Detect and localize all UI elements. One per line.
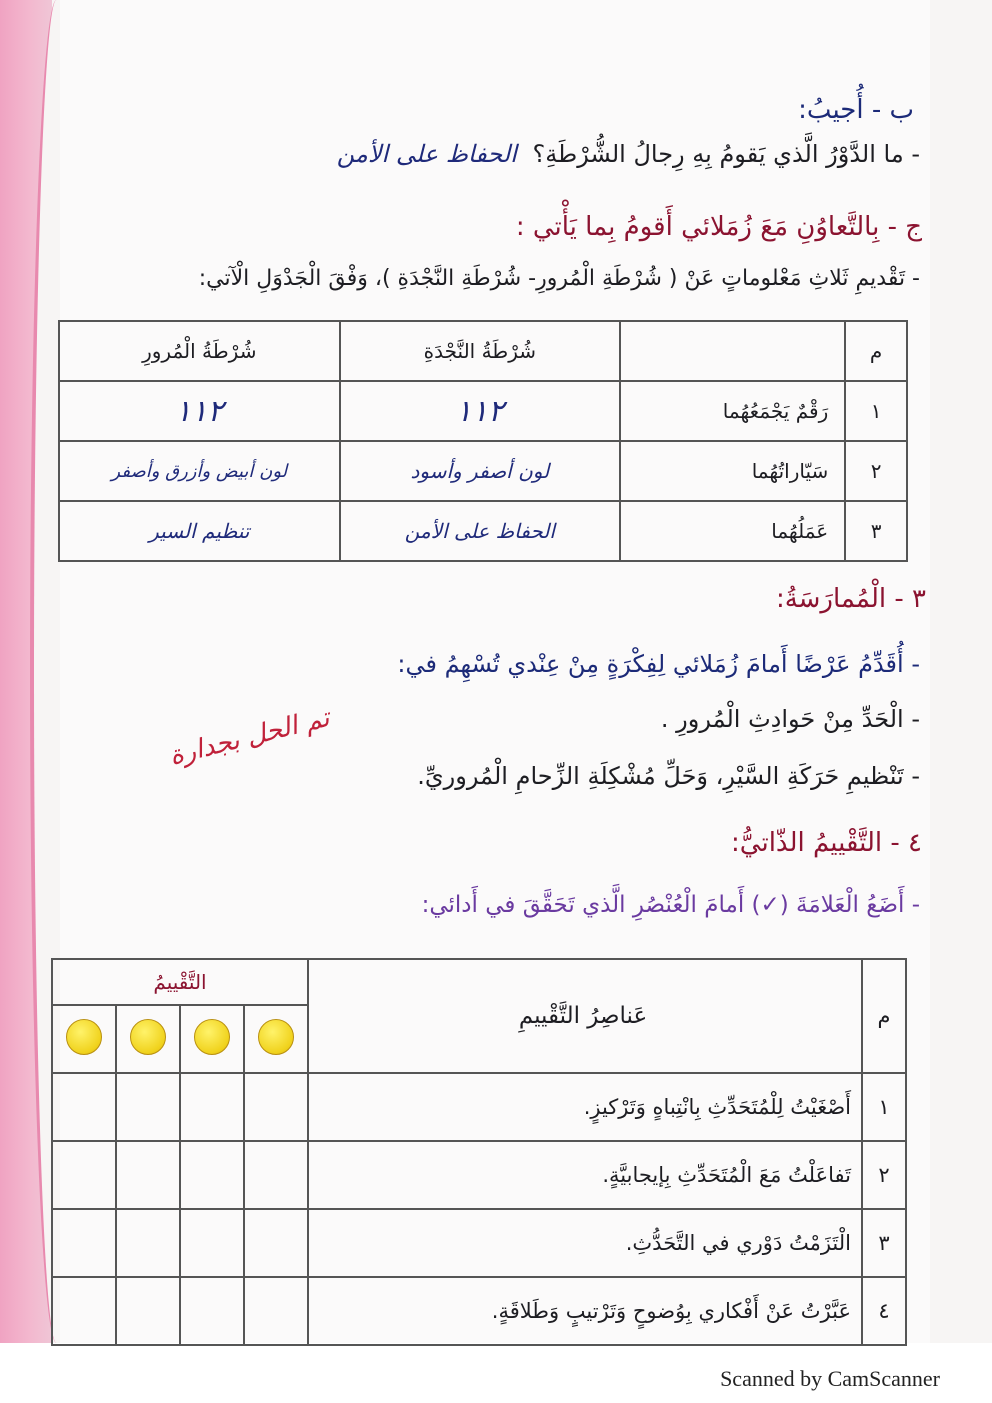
criteria-text: الْتَزَمْتُ دَوْري في التَّحَدُّثِ. bbox=[308, 1209, 862, 1277]
table-row bbox=[52, 1277, 906, 1345]
header-murur: شُرْطَةُ الْمُرورِ bbox=[59, 321, 340, 381]
scanner-watermark: Scanned by CamScanner bbox=[720, 1366, 940, 1391]
smiling-face-icon bbox=[258, 1019, 294, 1055]
criteria-text: أَصْغَيْتُ لِلْمُتَحَدِّثِ بِانْتِباهٍ وَتَرْكيزٍ. bbox=[308, 1073, 862, 1141]
table-row bbox=[52, 1209, 906, 1277]
header-blank bbox=[620, 321, 845, 381]
row-num: ١ bbox=[845, 381, 907, 441]
rating-checkbox[interactable] bbox=[52, 1141, 116, 1209]
row-num: ١ bbox=[862, 1073, 906, 1141]
rating-checkbox[interactable] bbox=[244, 1141, 308, 1209]
neutral-face-icon bbox=[130, 1019, 166, 1055]
handwritten-cell: الحفاظ على الأمن bbox=[340, 501, 621, 561]
rating-checkbox[interactable] bbox=[180, 1277, 244, 1345]
handwritten-cell: ١١٢ bbox=[340, 381, 621, 441]
rating-checkbox[interactable] bbox=[52, 1277, 116, 1345]
section-j-instruction: - تَقْديمِ ثَلاثِ مَعْلوماتٍ عَنْ ( شُرْطَةِ الْمُرورِ- شُرْطَةِ النَّجْدَةِ )، وَفْقَ الْجَدْوَلِ الْآتي: bbox=[198, 266, 920, 291]
row-num: ٢ bbox=[845, 441, 907, 501]
row-label: عَمَلُهُما bbox=[620, 501, 845, 561]
row-num: ٢ bbox=[862, 1141, 906, 1209]
section-j-heading: ج - بِالتَّعاوُنِ مَعَ زُمَلائي أَقومُ بِما يَأْتي : bbox=[515, 212, 922, 242]
face-cell bbox=[52, 1005, 116, 1073]
rating-checkbox[interactable] bbox=[180, 1209, 244, 1277]
table-row bbox=[59, 381, 907, 441]
header-num: م bbox=[862, 959, 906, 1073]
row-num: ٣ bbox=[862, 1209, 906, 1277]
question-text: - ما الدَّوْرُ الَّذي يَقومُ بِهِ رِجالُ الشُّرْطَةِ؟ bbox=[532, 140, 920, 168]
section-3-item-1: - الْحَدِّ مِنْ حَوادِثِ الْمُرورِ . bbox=[660, 705, 920, 733]
sad-face-icon bbox=[66, 1019, 102, 1055]
row-label: رَقْمٌ يَجْمَعُهُما bbox=[620, 381, 845, 441]
rating-checkbox[interactable] bbox=[244, 1277, 308, 1345]
rating-checkbox[interactable] bbox=[116, 1141, 180, 1209]
table-header-row bbox=[59, 321, 907, 381]
handwritten-cell: تنظيم السير bbox=[59, 501, 340, 561]
table-row bbox=[52, 1141, 906, 1209]
face-cell bbox=[244, 1005, 308, 1073]
teacher-red-note: تم الحل بجدارة bbox=[166, 702, 333, 772]
table-row bbox=[52, 1073, 906, 1141]
rating-checkbox[interactable] bbox=[180, 1141, 244, 1209]
face-cell bbox=[180, 1005, 244, 1073]
section-3-item-2: - تَنْظيمِ حَرَكَةِ السَّيْرِ، وَحَلِّ مُشْكِلَةِ الزِّحامِ الْمُروريِّ. bbox=[417, 762, 920, 790]
section-4-instruction: - أَضَعُ الْعَلامَةَ (✓) أَمامَ الْعُنْصُرِ الَّذي تَحَقَّقَ في أَدائي: bbox=[421, 892, 920, 918]
table-row bbox=[59, 441, 907, 501]
row-num: ٤ bbox=[862, 1277, 906, 1345]
handwritten-cell: ١١٢ bbox=[59, 381, 340, 441]
table-row bbox=[59, 501, 907, 561]
rating-checkbox[interactable] bbox=[244, 1209, 308, 1277]
criteria-text: عَبَّرْتُ عَنْ أَفْكاري بِوُضوحٍ وَتَرْتيبٍ وَطَلاقَةٍ. bbox=[308, 1277, 862, 1345]
section-b-heading: ب - أُجيبُ: bbox=[798, 95, 914, 125]
info-table bbox=[58, 320, 908, 562]
section-3-heading: ٣ - الْمُمارَسَةُ: bbox=[775, 584, 926, 614]
handwritten-cell: لون أبيض وأزرق وأصفر bbox=[59, 441, 340, 501]
row-label: سَيّاراتُهُما bbox=[620, 441, 845, 501]
header-criteria: عَناصِرُ التَّقْييمِ bbox=[308, 959, 862, 1073]
section-4-heading: ٤ - التَّقْييمُ الذّاتيُّ: bbox=[731, 828, 922, 858]
rating-checkbox[interactable] bbox=[52, 1209, 116, 1277]
rating-checkbox[interactable] bbox=[52, 1073, 116, 1141]
evaluation-table bbox=[51, 958, 907, 1346]
laughing-face-icon bbox=[194, 1019, 230, 1055]
header-rating: التَّقْييمُ bbox=[52, 959, 308, 1005]
header-num: م bbox=[845, 321, 907, 381]
header-najda: شُرْطَةُ النَّجْدَةِ bbox=[340, 321, 621, 381]
rating-checkbox[interactable] bbox=[244, 1073, 308, 1141]
rating-checkbox[interactable] bbox=[116, 1277, 180, 1345]
rating-checkbox[interactable] bbox=[116, 1073, 180, 1141]
criteria-text: تَفاعَلْتُ مَعَ الْمُتَحَدِّثِ بِإيجابيَّةٍ. bbox=[308, 1141, 862, 1209]
handwritten-answer: الحفاظ على الأمن bbox=[336, 140, 517, 168]
rating-checkbox[interactable] bbox=[116, 1209, 180, 1277]
row-num: ٣ bbox=[845, 501, 907, 561]
face-cell bbox=[116, 1005, 180, 1073]
table-header-row bbox=[52, 959, 906, 1005]
handwritten-cell: لون أصفر وأسود bbox=[340, 441, 621, 501]
rating-checkbox[interactable] bbox=[180, 1073, 244, 1141]
section-b-question bbox=[337, 140, 920, 168]
section-3-intro: - أُقَدِّمُ عَرْضًا أَمامَ زُمَلائي لِفِكْرَةٍ مِنْ عِنْدي تُسْهِمُ في: bbox=[397, 650, 920, 678]
